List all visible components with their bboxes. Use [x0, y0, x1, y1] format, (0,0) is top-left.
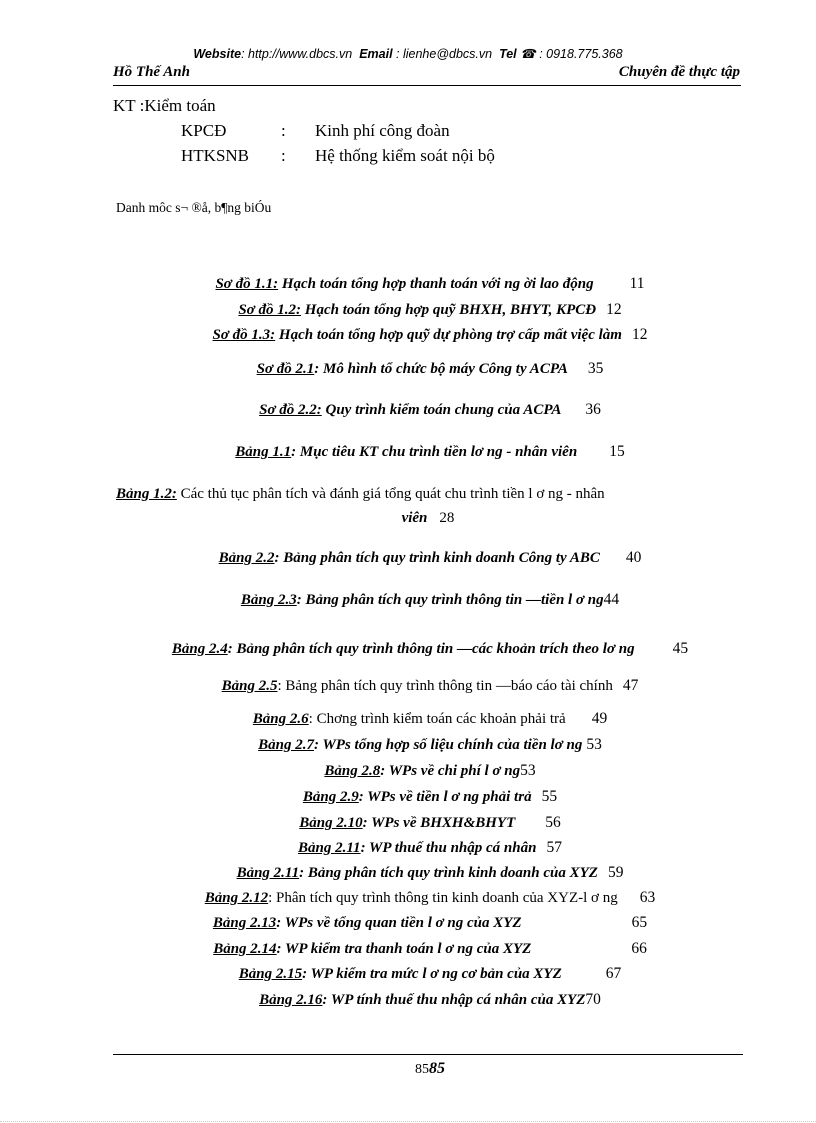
- header-rule: [113, 85, 741, 86]
- entry-page: 66: [631, 940, 647, 957]
- author-name: Hồ Thế Anh: [113, 64, 190, 80]
- entry-text: : Phân tích quy trình thông tin kinh doanh của XYZ-l ơ ng: [268, 890, 618, 906]
- entry-page: 70: [585, 991, 601, 1008]
- toc-entry: [0, 640, 816, 658]
- entry-page: 65: [631, 914, 648, 931]
- entry-text: : WPs về chi phí l ơ ng: [380, 763, 521, 779]
- entry-text: : WP tính thuế thu nhập cá nhân của XYZ: [322, 992, 586, 1008]
- email-value: : lienhe@dbcs.vn: [392, 47, 493, 61]
- website-label: Website: [193, 47, 242, 61]
- entry-text: : WP thuế thu nhập cá nhân: [360, 840, 537, 856]
- entry-label: Bảng 2.16: [259, 992, 323, 1008]
- page-number-plain: 85: [415, 1062, 429, 1077]
- website-header: [0, 46, 816, 61]
- entry-label: Bảng 1.1: [235, 444, 292, 460]
- entry-label: Bảng 2.9: [302, 789, 359, 805]
- entry-label: Sơ đồ 2.2:: [259, 402, 322, 418]
- toc-title: Danh môc s¬ ®å, b¶ng biÓu: [116, 200, 272, 215]
- entry-page: 63: [639, 889, 656, 906]
- entry-text: : Bảng phân tích quy trình thông tin —các khoản trích theo lơ ng: [227, 641, 635, 657]
- toc-entry: [0, 839, 816, 857]
- toc-entry: [0, 677, 816, 695]
- abbr-sep: :: [139, 96, 145, 115]
- toc-entry: [0, 301, 816, 319]
- entry-text: Hạch toán tổng hợp thanh toán với ng ời lao động: [278, 276, 594, 292]
- entry-text: : WP kiểm tra thanh toán l ơ ng của XYZ: [276, 941, 532, 957]
- toc-entry: [0, 275, 816, 293]
- entry-text: Hạch toán tổng hợp quỹ BHXH, BHYT, KPCĐ: [301, 302, 597, 318]
- entry-text: : Mục tiêu KT chu trình tiền lơ ng - nhân viên: [291, 444, 578, 460]
- entry-label: Bảng 2.11: [298, 840, 361, 856]
- entry-label: Bảng 2.12: [204, 890, 269, 906]
- abbr-sep: :: [281, 121, 286, 140]
- entry-text-line2: viên: [401, 510, 428, 526]
- entry-text: : Bảng phân tích quy trình kinh doanh Công ty ABC: [274, 550, 600, 566]
- entry-label: Bảng 2.15: [238, 966, 303, 982]
- entry-page: 67: [605, 965, 622, 982]
- entry-page: 56: [545, 814, 561, 831]
- entry-text: Các thủ tục phân tích và đánh giá tổng quát chu trình tiền l ơ ng - nhân: [176, 486, 605, 502]
- toc-entry: [0, 591, 816, 609]
- toc-entry: [0, 360, 816, 378]
- entry-page: 35: [587, 360, 604, 377]
- toc-entry: [0, 814, 816, 832]
- abbr-meaning: Hệ thống kiểm soát nội bộ: [315, 146, 495, 165]
- toc-entry: [0, 736, 816, 754]
- entry-text: : Bảng phân tích quy trình thông tin —báo cáo tài chính: [277, 678, 613, 694]
- tel-value: ☎ : 0918.775.368: [520, 47, 623, 61]
- entry-text: Hạch toán tổng hợp quỹ dự phòng trợ cấp mất việc làm: [275, 327, 622, 343]
- entry-page: 57: [546, 839, 562, 856]
- abbr-row-htksnb: [181, 146, 495, 166]
- page-edge: [0, 1121, 816, 1122]
- abbr-code: KPCĐ: [181, 121, 227, 140]
- entry-text: : Mô hình tổ chức bộ máy Công ty ACPA: [314, 361, 568, 377]
- toc-entry: [0, 914, 816, 932]
- entry-page: 47: [622, 677, 639, 694]
- footer-rule: [113, 1054, 743, 1055]
- toc-entry: [0, 762, 816, 780]
- page-number: [0, 1060, 816, 1078]
- entry-page: 49: [591, 710, 608, 727]
- entry-label: Bảng 2.3: [240, 592, 297, 608]
- entry-page: 44: [603, 591, 620, 608]
- toc-entry: [0, 965, 816, 983]
- entry-page: 28: [439, 510, 455, 526]
- abbr-meaning: Kinh phí công đoàn: [315, 121, 450, 140]
- toc-entry: [0, 889, 816, 907]
- entry-text: : WPs tổng hợp số liệu chính của tiền lơ ng: [313, 737, 583, 753]
- entry-label: Sơ đồ 2.1: [256, 361, 315, 377]
- entry-page: 15: [609, 443, 625, 460]
- entry-label: Bảng 2.10: [299, 815, 363, 831]
- entry-page: 53: [520, 762, 536, 779]
- entry-label: Bảng 2.8: [324, 763, 381, 779]
- toc-entry: [0, 401, 816, 419]
- entry-label: Bảng 1.2:: [116, 486, 177, 502]
- entry-page: 36: [585, 401, 601, 418]
- entry-label: Sơ đồ 1.3:: [212, 327, 276, 343]
- email-label: Email: [359, 47, 393, 61]
- tel-label: Tel: [499, 47, 517, 61]
- entry-label: Bảng 2.13: [212, 915, 277, 931]
- entry-page: 12: [606, 301, 622, 318]
- entry-text: : Bảng phân tích quy trình thông tin —tiền l ơ ng: [296, 592, 604, 608]
- entry-page: 53: [586, 736, 602, 753]
- abbr-row-kpcd: [181, 121, 450, 141]
- entry-text: : WPs về BHXH&BHYT: [362, 815, 516, 831]
- entry-page: 45: [672, 640, 689, 657]
- toc-entry: [0, 864, 816, 882]
- toc-entry: [0, 710, 816, 728]
- entry-page: 12: [631, 326, 648, 343]
- document-topic: Chuyên đề thực tập: [618, 64, 740, 80]
- entry-page: 40: [625, 549, 642, 566]
- entry-text: : WPs về tiền l ơ ng phải trả: [358, 789, 532, 805]
- entry-label: Bảng 2.2: [218, 550, 275, 566]
- abbr-meaning: Kiểm toán: [144, 96, 216, 115]
- entry-label: Bảng 2.14: [213, 941, 277, 957]
- entry-page: 55: [541, 788, 558, 805]
- entry-label: Sơ đồ 1.1:: [215, 276, 279, 292]
- entry-label: Bảng 2.7: [258, 737, 314, 753]
- abbr-row-kt: [113, 96, 216, 116]
- entry-label: Bảng 2.11: [236, 865, 300, 881]
- toc-entry: [0, 940, 816, 958]
- toc-entry: [0, 549, 816, 567]
- entry-page: 59: [607, 864, 624, 881]
- entry-text: : WPs về tổng quan tiền l ơ ng của XYZ: [276, 915, 522, 931]
- entry-text: Quy trình kiểm toán chung của ACPA: [321, 402, 562, 418]
- entry-label: Bảng 2.5: [221, 678, 278, 694]
- entry-text: : Chơng trình kiểm toán các khoản phải trả: [308, 711, 566, 727]
- toc-entry: [0, 788, 816, 806]
- abbr-code: HTKSNB: [181, 146, 250, 165]
- abbr-code: KT: [113, 96, 136, 115]
- entry-text: : Bảng phân tích quy trình kinh doanh của XYZ: [299, 865, 598, 881]
- entry-label: Sơ đồ 1.2:: [238, 302, 302, 318]
- abbr-sep: :: [281, 146, 286, 165]
- entry-page: 11: [629, 275, 645, 292]
- entry-label: Bảng 2.4: [171, 641, 228, 657]
- entry-text: : WP kiểm tra mức l ơ ng cơ bản của XYZ: [302, 966, 562, 982]
- toc-entry: [0, 991, 816, 1009]
- website-value: : http://www.dbcs.vn: [241, 47, 353, 61]
- toc-entry: [0, 443, 816, 461]
- toc-entry: [0, 326, 816, 344]
- toc-entry-wrapped: [116, 482, 740, 530]
- page-number-bold: 85: [429, 1060, 445, 1077]
- entry-label: Bảng 2.6: [252, 711, 309, 727]
